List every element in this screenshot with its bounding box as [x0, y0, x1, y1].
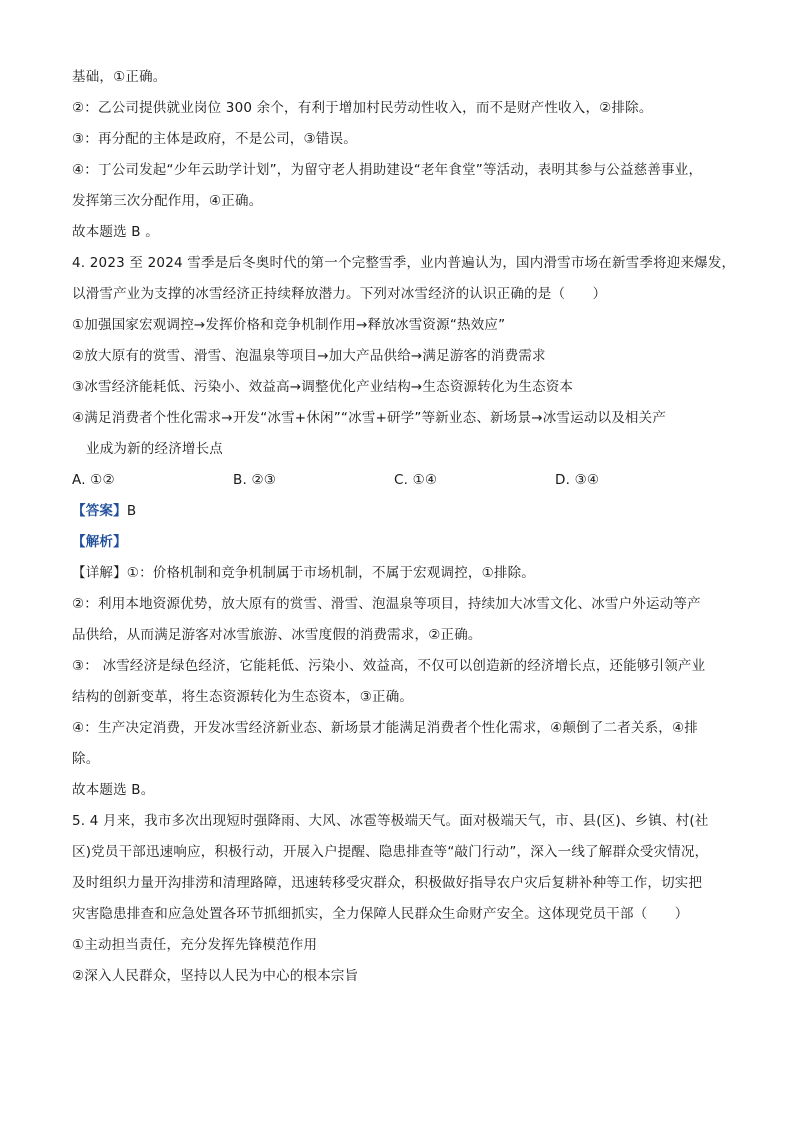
prev-analysis-line-1: 基础，①正确。	[72, 69, 167, 85]
q5-item-2: ②深入人民群众，坚持以人民为中心的根本宗旨	[72, 968, 359, 984]
q4-item-1: ①加强国家宏观调控→发挥价格和竞争机制作用→释放冰雪资源“热效应”	[72, 317, 506, 333]
q4-item-4b: 业成为新的经济增长点	[86, 441, 223, 457]
prev-analysis-line-2: ②：乙公司提供就业岗位 300 余个，有利于增加村民劳动性收入，而不是财产性收入，②排除。	[72, 100, 653, 116]
q4-item-3: ③冰雪经济能耗低、污染小、效益高→调整优化产业结构→生态资源转化为生态资本	[72, 379, 574, 395]
answer-tag: 【答案】	[72, 503, 127, 519]
q4-item-4a: ④满足消费者个性化需求→开发“冰雪+休闲”“冰雪+研学”等新业态、新场景→冰雪运动以及相关产	[72, 410, 667, 426]
prev-analysis-line-4a: ④：丁公司发起“少年云助学计划”，为留守老人捐助建设“老年食堂”等活动，表明其参与公益慈善事业，	[72, 162, 703, 178]
q4-option-b: B. ②③	[233, 472, 277, 488]
q4-detail-2a: ②：利用本地资源优势，放大原有的赏雪、滑雪、泡温泉等项目，持续加大冰雪文化、冰雪户外运动等产	[72, 596, 701, 612]
q4-stem-line-2: 以滑雪产业为支撑的冰雪经济正持续释放潜力。下列对冰雪经济的认识正确的是（ ）	[72, 286, 607, 302]
prev-analysis-line-3: ③：再分配的主体是政府，不是公司，③错误。	[72, 131, 357, 147]
q4-detail-2b: 品供给，从而满足游客对冰雪旅游、冰雪度假的消费需求，②正确。	[72, 627, 482, 643]
q4-detail-1: 【详解】①：价格机制和竞争机制属于市场机制，不属于宏观调控，①排除。	[72, 565, 536, 581]
q4-options	[72, 465, 722, 496]
q5-stem-line-4: 灾害隐患排查和应急处置各环节抓细抓实，全力保障人民群众生命财产安全。这体现党员干部（ ）	[72, 906, 689, 922]
q4-answer	[72, 496, 722, 527]
q4-stem-line-1: 4. 2023 至 2024 雪季是后冬奥时代的第一个完整雪季，业内普遍认为，国内滑雪市场在新雪季将迎来爆发，	[72, 255, 736, 271]
q4-detail-3a: ③： 冰雪经济是绿色经济，它能耗低、污染小、效益高，不仅可以创造新的经济增长点，还能够引领产业	[72, 658, 706, 674]
q4-option-d: D. ③④	[555, 472, 600, 488]
q4-detail-4a: ④：生产决定消费，开发冰雪经济新业态、新场景才能满足消费者个性化需求，④颠倒了二者关系，④排	[72, 720, 699, 736]
analysis-tag: 【解析】	[72, 534, 127, 550]
q4-analysis-heading	[72, 527, 722, 558]
q4-option-a: A. ①②	[72, 472, 115, 488]
answer-value: B	[126, 503, 137, 519]
prev-conclusion: 故本题选 B 。	[72, 224, 159, 240]
prev-analysis-line-4b: 发挥第三次分配作用，④正确。	[72, 193, 263, 209]
q5-stem-line-2: 区)党员干部迅速响应，积极行动，开展入户提醒、隐患排查等“敲门行动”，深入一线了解群众受灾情况，	[72, 844, 709, 860]
document-body	[72, 62, 736, 992]
q5-stem-line-3: 及时组织力量开沟排涝和清理路障，迅速转移受灾群众，积极做好指导农户灾后复耕补种等工作，切实把	[72, 875, 703, 891]
q4-detail-3b: 结构的创新变革，将生态资源转化为生态资本，③正确。	[72, 689, 414, 705]
q4-detail-4b: 除。	[72, 751, 100, 767]
q4-item-2: ②放大原有的赏雪、滑雪、泡温泉等项目→加大产品供给→满足游客的消费需求	[72, 348, 546, 364]
q4-option-c: C. ①④	[394, 472, 438, 488]
q5-stem-line-1: 5. 4 月来，我市多次出现短时强降雨、大风、冰雹等极端天气。面对极端天气，市、县(区)、乡镇、村(社	[72, 813, 709, 829]
q5-item-1: ①主动担当责任，充分发挥先锋模范作用	[72, 937, 318, 953]
q4-conclusion: 故本题选 B。	[72, 782, 155, 798]
